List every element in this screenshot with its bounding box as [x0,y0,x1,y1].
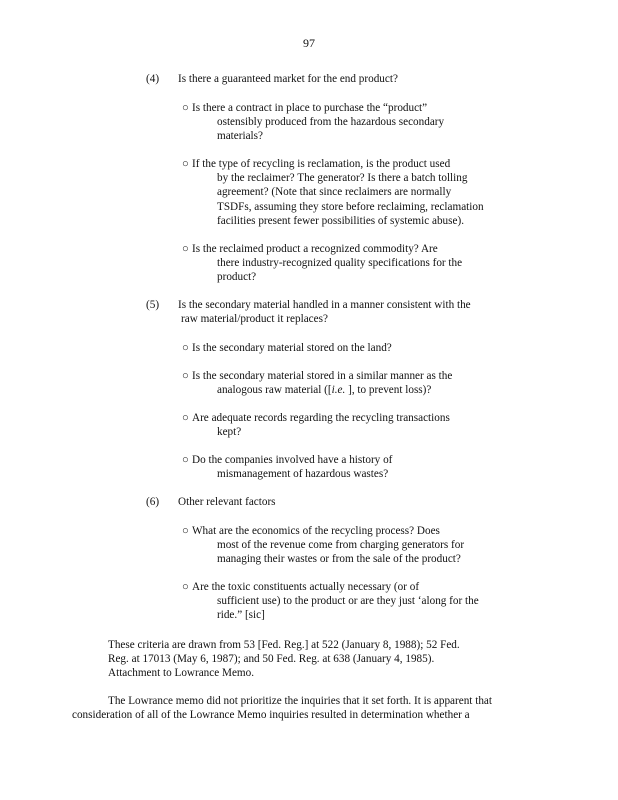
bullet-item [182,580,507,623]
paragraph-line: The Lowrance memo did not prioritize the inquiries that it set forth. It is apparent that [108,695,492,707]
bullet-item [182,453,507,481]
bullet-marker-icon: ○ [182,525,189,537]
bullet-line: Is the secondary material stored on the land? [192,342,392,354]
bullet-line: agreement? (Note that since reclaimers are normally [217,186,452,199]
bullet-line: What are the economics of the recycling process? Does [192,525,440,537]
section-number: (5) [146,299,160,311]
paragraph-line: These criteria are drawn from 53 [Fed. Reg.] at 522 (January 8, 1988); 52 Fed. [108,639,460,651]
bullet-marker-icon: ○ [182,370,189,382]
bullet-item [182,524,507,567]
bullet-marker-icon: ○ [182,412,189,424]
bullet-marker-icon: ○ [182,243,189,255]
bullet-text-segment: analogous raw material ([ [217,384,332,397]
bullet-line: there industry-recognized quality specifications for the [217,257,463,270]
bullet-line: If the type of recycling is reclamation, is the product used [192,158,451,170]
bullet-line: Do the companies involved have a history of [192,454,393,466]
bullet-text-segment: ], to prevent loss)? [345,384,432,397]
bullet-line: Are adequate records regarding the recycling transactions [192,412,450,424]
bullet-line: kept? [217,426,242,439]
italic-abbrev: i.e. [331,384,346,397]
bullet-line: Is there a contract in place to purchase the “product” [192,102,428,114]
paragraph-line: consideration of all of the Lowrance Memo inquiries resulted in determination whether a [72,709,470,722]
bullet-line: product? [217,271,257,284]
criteria-paragraph [108,638,508,681]
bullet-line: ostensibly produced from the hazardous secondary [217,116,445,129]
bullet-line: Are the toxic constituents actually necessary (or of [192,581,420,593]
paragraph-line: Reg. at 17013 (May 6, 1987); and 50 Fed. Reg. at 638 (January 4, 1985). [108,653,435,666]
lowrance-paragraph [72,694,512,722]
paragraph-line: Attachment to Lowrance Memo. [108,667,255,680]
bullet-line [192,383,507,397]
bullet-line: ride.” [sic] [217,609,265,622]
section-number: (6) [146,496,160,508]
bullet-line: materials? [217,130,263,143]
bullet-marker-icon: ○ [182,102,189,114]
section-question: Is there a guaranteed market for the end product? [178,73,398,85]
page-number: 97 [303,36,315,50]
bullet-marker-icon: ○ [182,342,189,354]
bullet-line: most of the revenue come from charging generators for [217,539,465,552]
bullet-line: TSDFs, assuming they store before reclaiming, reclamation [217,200,484,213]
bullet-line: sufficient use) to the product or are they just ‘along for the [217,595,479,608]
section-question-line: Is the secondary material handled in a manner consistent with the [178,299,471,311]
bullet-line: by the reclaimer? The generator? Is there a batch tolling [217,172,468,185]
section-number: (4) [146,73,160,85]
bullet-item [182,411,507,439]
bullet-item [182,341,507,355]
bullet-line: facilities present fewer possibilities of systemic abuse). [217,214,464,227]
bullet-item [182,101,507,144]
bullet-item [182,157,507,228]
bullet-item [182,242,507,285]
bullet-line: managing their wastes or from the sale of the product? [217,553,461,566]
section-question-line: raw material/product it replaces? [181,313,328,326]
bullet-marker-icon: ○ [182,158,189,170]
bullet-item [182,369,507,397]
bullet-marker-icon: ○ [182,454,189,466]
bullet-line: Is the secondary material stored in a similar manner as the [192,370,453,382]
bullet-line: Is the reclaimed product a recognized commodity? Are [192,243,438,255]
bullet-marker-icon: ○ [182,581,189,593]
section-question: Other relevant factors [178,496,276,508]
bullet-line: mismanagement of hazardous wastes? [217,468,389,481]
